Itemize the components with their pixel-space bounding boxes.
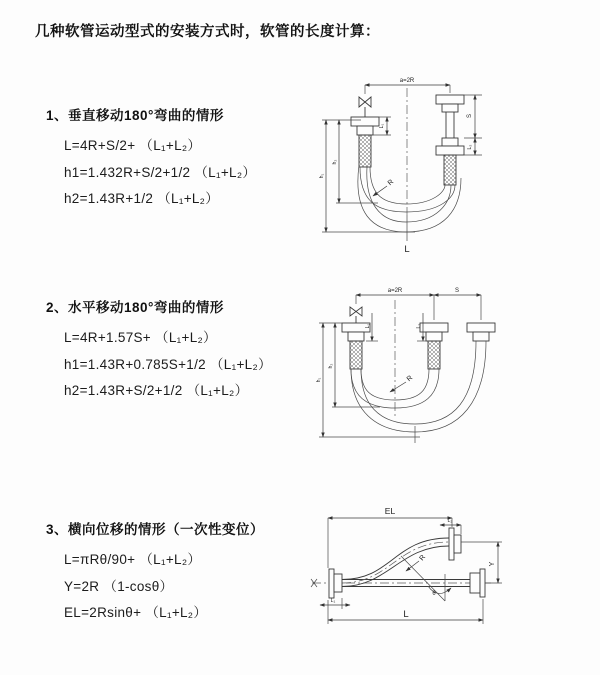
flange-hub <box>357 126 373 135</box>
formula-line: Y=2R （1-cosθ） <box>64 578 174 594</box>
flange-plate <box>420 323 448 332</box>
radius-label: R <box>418 553 428 563</box>
diagram-lateral-displacement <box>300 498 595 643</box>
dim-label-l2: L₂ <box>447 518 453 524</box>
hose-curve <box>351 341 486 432</box>
formula-line: EL=2Rsinθ+ （L₁+L₂） <box>64 605 208 620</box>
flange-hub <box>426 332 442 341</box>
dim-label-a2r: a=2R <box>387 288 403 294</box>
flange-hub <box>473 332 489 341</box>
formula-line: L=4R+1.57S+ （L₁+L₂） <box>64 330 217 345</box>
formula-line: L=πRθ/90+ （L₁+L₂） <box>64 552 202 567</box>
dim-label-s: S <box>467 113 473 119</box>
flange-plate <box>351 117 379 126</box>
flange-hub <box>470 573 480 593</box>
flange-plate <box>436 95 464 104</box>
dim-label-el: EL <box>384 506 396 516</box>
dim-label-l1: L₁ <box>379 123 385 129</box>
dim-label-l2: L₂ <box>467 144 473 150</box>
dim-label-h2: h₂ <box>332 159 338 165</box>
flange-hub <box>442 104 458 112</box>
dim-label-h1: h₁ <box>319 173 325 179</box>
radius-arrow <box>406 561 419 571</box>
flange-plate <box>329 569 334 598</box>
flange-plate <box>467 323 495 332</box>
dim-label-a2r: a=2R <box>399 78 415 84</box>
angle-label: θ <box>432 591 436 597</box>
hose-curve <box>367 167 451 222</box>
hose-centerline <box>342 542 449 583</box>
hose-curve <box>342 538 449 580</box>
section-3 <box>46 518 264 627</box>
section-2-heading: 2、水平移动180°弯曲的情形 <box>46 300 224 315</box>
braided-hose-section <box>359 135 371 167</box>
braided-hose-section <box>350 341 362 369</box>
radius-label: R <box>405 374 415 384</box>
flange-hub <box>334 574 342 592</box>
hose-curve <box>370 167 445 204</box>
page-title: 几种软管运动型式的安装方式时，软管的长度计算： <box>35 24 380 40</box>
hose-curve <box>361 341 476 424</box>
diagram-vertical-180-bend <box>303 70 588 265</box>
section-1-heading: 1、垂直移动180°弯曲的情形 <box>46 108 224 123</box>
valve-icon <box>359 97 371 107</box>
section-3-heading: 3、横向位移的情形（一次性变位） <box>46 522 265 537</box>
hose-curve <box>342 546 449 587</box>
dim-label-s: S <box>454 288 460 294</box>
dim-label-l1: L₁ <box>330 598 336 604</box>
dim-label-l2: L₂ <box>416 323 422 329</box>
section-1 <box>46 104 256 213</box>
braided-hose-section <box>428 341 440 369</box>
flange-plate <box>436 146 464 155</box>
dim-label-h1: h₁ <box>316 377 322 383</box>
section-2 <box>46 296 272 405</box>
dim-label-l: L <box>404 244 410 255</box>
formula-line: h2=1.43R+1/2 （L₁+L₂） <box>64 191 220 206</box>
valve-icon <box>350 307 362 316</box>
radius-arrow <box>390 382 406 392</box>
formula-line: h2=1.43R+S/2+1/2 （L₁+L₂） <box>64 383 249 398</box>
formula-line: h1=1.43R+0.785S+1/2 （L₁+L₂） <box>64 356 272 372</box>
flange-hub <box>442 138 458 146</box>
flange-hub <box>348 332 364 341</box>
flange-plate <box>480 569 485 597</box>
dim-label-y: Y <box>489 561 496 567</box>
dim-label-l: L <box>403 609 409 620</box>
formula-line: h1=1.432R+S/2+1/2 （L₁+L₂） <box>64 164 257 180</box>
flange-plate <box>449 528 454 560</box>
diagram-horizontal-180-bend <box>310 280 590 465</box>
dim-label-h2: h₂ <box>328 363 334 369</box>
radius-label: R <box>386 178 396 188</box>
formula-line: L=4R+S/2+ （L₁+L₂） <box>64 138 202 153</box>
flange-hub <box>454 535 461 553</box>
dim-label-l1: L₁ <box>365 323 371 329</box>
braided-hose-section <box>444 155 456 185</box>
